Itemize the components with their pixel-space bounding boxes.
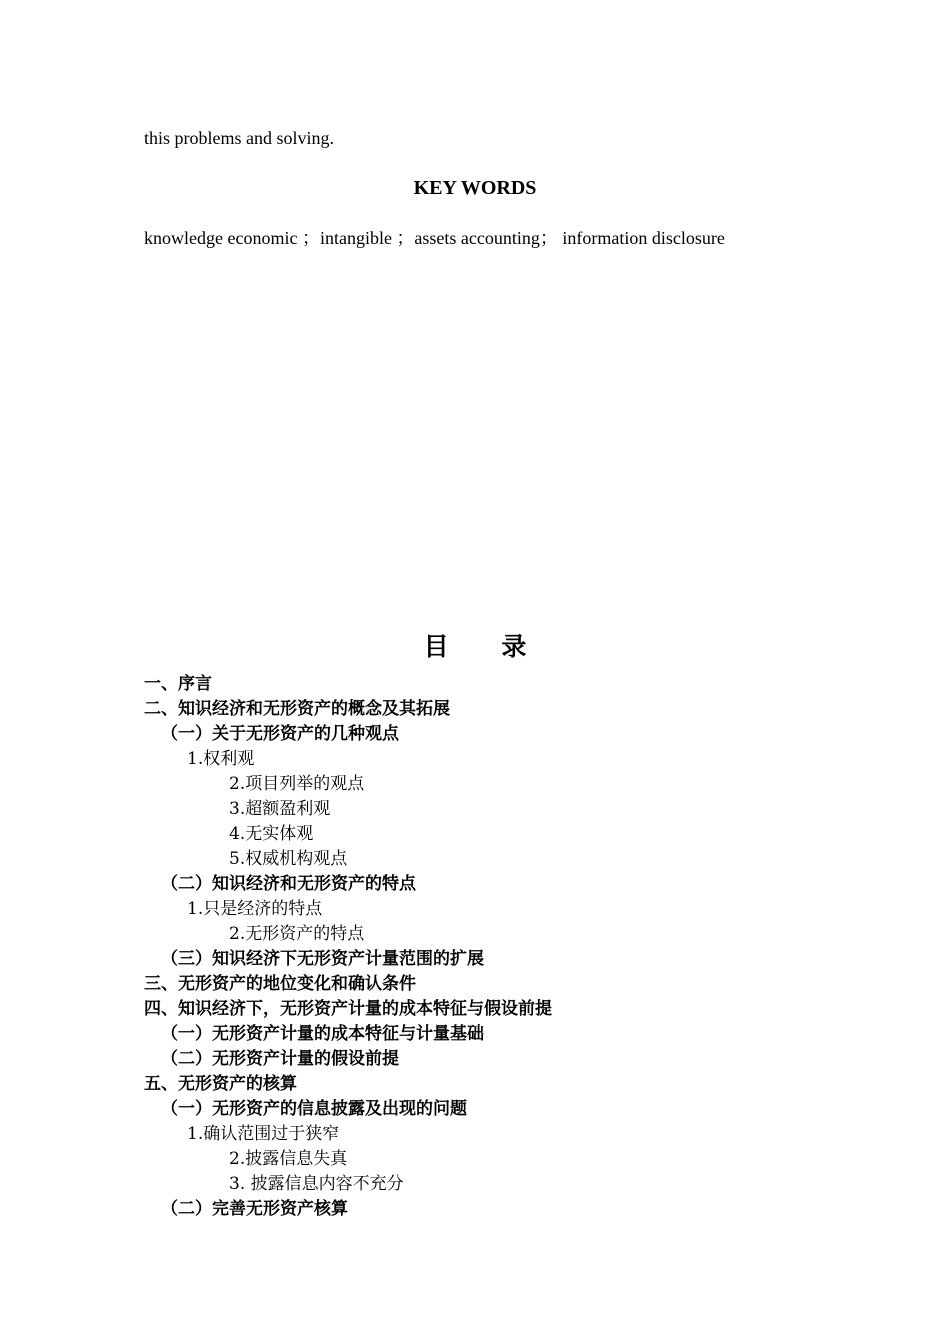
toc-item: 三、无形资产的地位变化和确认条件 xyxy=(144,974,416,994)
keywords-heading: KEY WORDS xyxy=(413,177,537,199)
toc-item: 3.超额盈利观 xyxy=(229,799,331,819)
toc-item: （三）知识经济下无形资产计量范围的扩展 xyxy=(161,949,484,969)
toc-title: 目 录 xyxy=(423,632,549,661)
toc-item: 一、序言 xyxy=(144,674,212,694)
toc-item: 1.只是经济的特点 xyxy=(187,899,323,919)
toc-item: 4.无实体观 xyxy=(229,824,314,844)
toc-item: （一）无形资产的信息披露及出现的问题 xyxy=(161,1099,467,1119)
toc-item: 2.项目列举的观点 xyxy=(229,774,365,794)
toc-item: 1.权利观 xyxy=(187,749,255,769)
toc-item: 5.权威机构观点 xyxy=(229,849,348,869)
toc-item: 五、无形资产的核算 xyxy=(144,1074,297,1094)
toc-item: 2.披露信息失真 xyxy=(229,1149,348,1169)
toc-item: （二）完善无形资产核算 xyxy=(161,1199,348,1219)
toc-item: （二）无形资产计量的假设前提 xyxy=(161,1049,399,1069)
keywords-list: knowledge economic ；intangible ；assets accounting； information disclosure xyxy=(144,228,725,248)
toc-item: 二、知识经济和无形资产的概念及其拓展 xyxy=(144,699,450,719)
toc-item: （一）关于无形资产的几种观点 xyxy=(161,724,399,744)
toc-item: 四、知识经济下，无形资产计量的成本特征与假设前提 xyxy=(144,999,552,1019)
abstract-continuation: this problems and solving. xyxy=(144,128,334,148)
toc-item: 2.无形资产的特点 xyxy=(229,924,365,944)
toc-item: （二）知识经济和无形资产的特点 xyxy=(161,874,416,894)
toc-item: 3. 披露信息内容不充分 xyxy=(229,1174,404,1194)
toc-item: （一）无形资产计量的成本特征与计量基础 xyxy=(161,1024,484,1044)
toc-item: 1.确认范围过于狭窄 xyxy=(187,1124,340,1144)
